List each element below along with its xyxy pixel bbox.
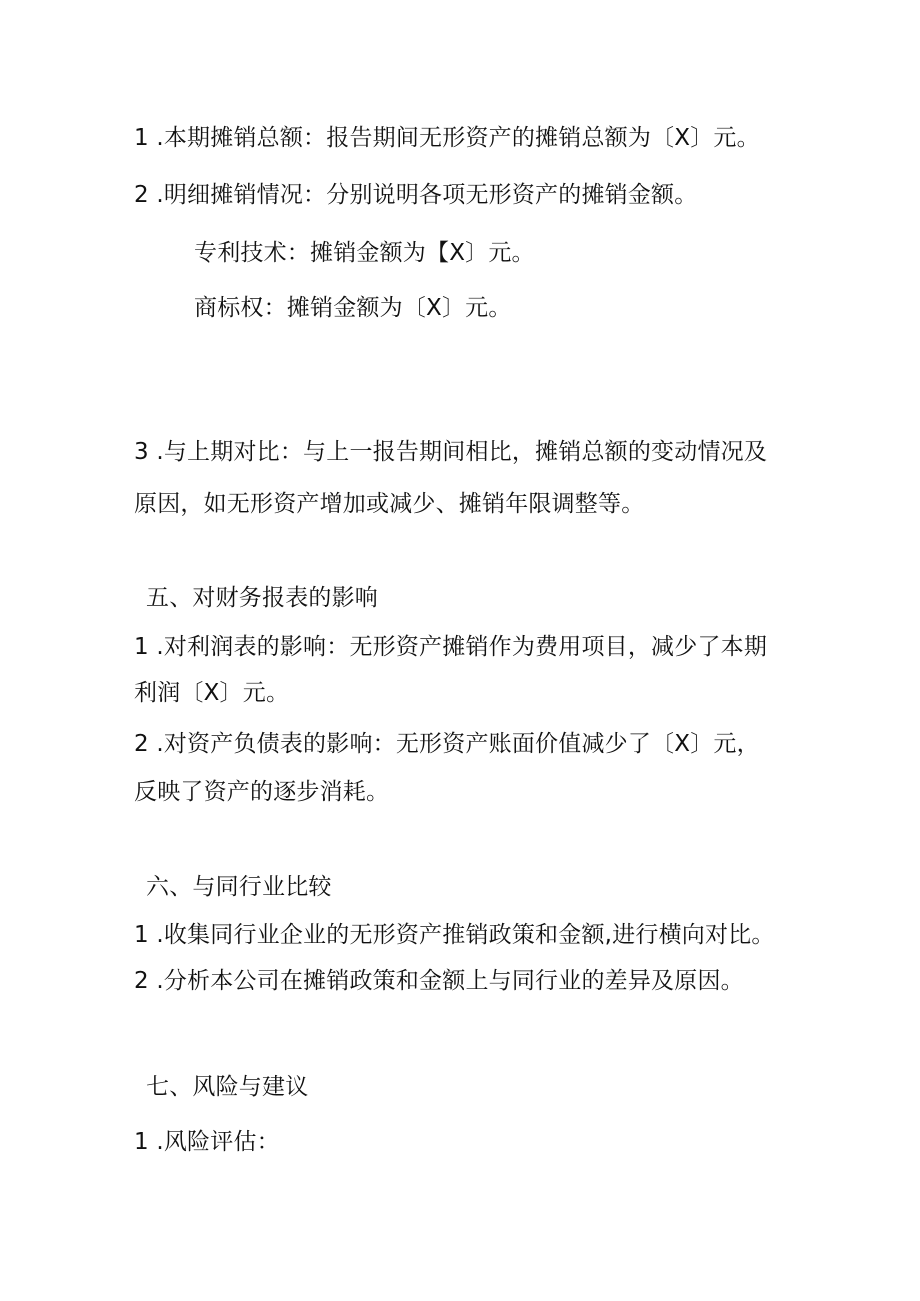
s7-heading: 七、风险与建议: [146, 1074, 309, 1100]
s4-item2: 2 .明细摊销情况：分别说明各项无形资产的摊销金额。: [134, 182, 698, 208]
s6-item2: 2 .分析本公司在摊销政策和金额上与同行业的差异及原因。: [134, 968, 744, 994]
s7-item1: 1 .风险评估：: [134, 1129, 280, 1155]
s5-item2-line1: 2 .对资产负债表的影响：无形资产账面价值减少了〔X〕元，: [134, 731, 760, 757]
s5-heading: 五、对财务报表的影响: [146, 585, 378, 611]
s5-item1-line2: 利润〔X〕元。: [134, 680, 290, 706]
s4-item2-sub1: 专利技术：摊销金额为【X〕元。: [194, 240, 535, 266]
s4-item2-sub2: 商标权：摊销金额为〔X〕元。: [194, 295, 512, 321]
s6-heading: 六、与同行业比较: [146, 874, 332, 900]
s5-item2-line2: 反映了资产的逐步消耗。: [134, 779, 390, 805]
s4-item3-line1: 3 .与上期对比：与上一报告期间相比，摊销总额的变动情况及: [134, 439, 768, 465]
s4-item1: 1 .本期摊销总额：报告期间无形资产的摊销总额为〔X〕元。: [134, 125, 760, 151]
s4-item3-line2: 原因，如无形资产增加或减少、摊销年限调整等。: [134, 491, 645, 517]
s6-item1: 1 .收集同行业企业的无形资产推销政策和金额,进行横向对比。: [134, 922, 775, 948]
s5-item1-line1: 1 .对利润表的影响：无形资产摊销作为费用项目，减少了本期: [134, 634, 768, 660]
